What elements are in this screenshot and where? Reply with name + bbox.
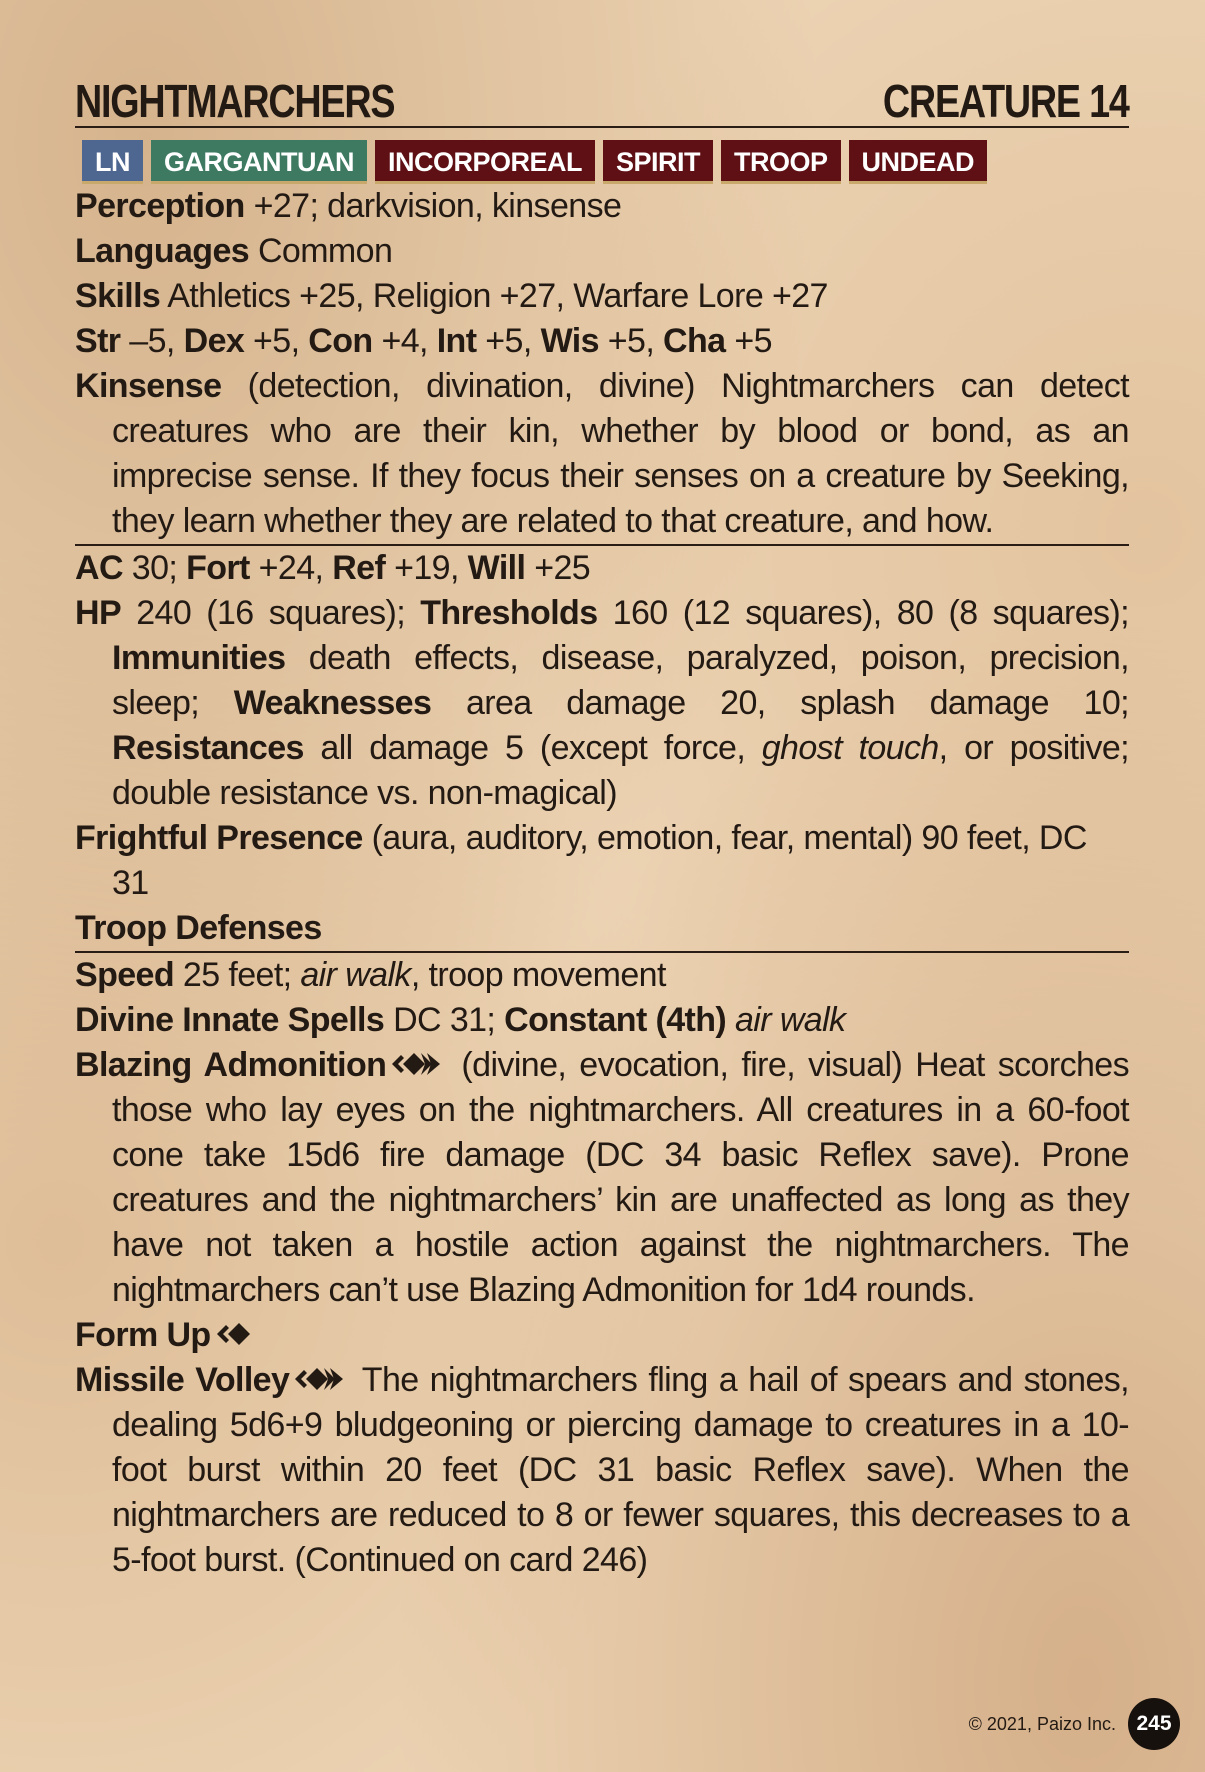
one-action-icon (215, 1319, 251, 1349)
perception-value: +27; darkvision, kinsense (244, 187, 622, 225)
skills-value: Athletics +25, Religion +27, Warfare Lore +27 (160, 277, 828, 315)
kinsense-ability (75, 364, 1129, 544)
wis-label: Wis (540, 322, 599, 360)
blazing-admonition-text: (divine, evocation, fire, visual) Heat scorches those who lay eyes on the nightmarchers. All creatures in a 60-foot cone take 15d6 fire damage (DC 34 basic Reflex save). Prone creatures and the nightmarchers’ kin are unaffected as long as they have not taken a hostile action against the nightmarchers. The nightmarchers can’t use Blazing Admonition for 1d4 rounds. (112, 1046, 1129, 1309)
troop-defenses-label: Troop Defenses (75, 909, 322, 947)
resistances-value: all damage 5 (except force, (303, 729, 762, 767)
speed-end: , troop movement (410, 956, 666, 994)
thresholds-label: Thresholds (420, 594, 598, 632)
immunities-value: death effects, disease, paralyzed, poison, precision, sleep; (112, 639, 1129, 722)
trait-spirit: SPIRIT (603, 140, 713, 184)
trait-size: GARGANTUAN (151, 140, 367, 184)
int-value: +5, (476, 322, 541, 360)
skills-label: Skills (75, 277, 161, 315)
creature-level: CREATURE 14 (883, 75, 1129, 127)
constant-label: Constant (4th) (504, 1001, 727, 1039)
spells-dc: DC 31; (384, 1001, 505, 1039)
languages-line (75, 229, 1129, 274)
con-value: +4, (372, 322, 437, 360)
copyright: © 2021, Paizo Inc. (968, 1713, 1116, 1734)
blazing-admonition-ability (75, 1043, 1129, 1313)
cha-label: Cha (663, 322, 726, 360)
speed-line (75, 953, 1129, 998)
ac-label: AC (75, 549, 123, 587)
speed-label: Speed (75, 956, 175, 994)
stat-block-header (75, 60, 1129, 128)
missile-volley-text: The nightmarchers fling a hail of spears and stones, dealing 5d6+9 bludgeoning or piercing damage to creatures in a 10-foot burst within 20 feet (DC 31 basic Reflex save). When the nightmarchers are reduced to 8 or fewer squares, this decreases to a 5-foot burst. (Continued on card 246) (112, 1361, 1129, 1579)
trait-alignment: LN (82, 140, 143, 184)
hp-line (75, 591, 1129, 816)
int-label: Int (436, 322, 477, 360)
thresholds-value: 160 (12 squares), 80 (8 squares); (597, 594, 1130, 632)
spells-label: Divine Innate Spells (75, 1001, 385, 1039)
will-value: +25 (525, 549, 591, 587)
speed-value: 25 feet; (174, 956, 301, 994)
will-label: Will (467, 549, 526, 587)
trait-list (82, 140, 1129, 184)
ref-value: +19, (385, 549, 468, 587)
frightful-presence-ability (75, 816, 1129, 906)
languages-label: Languages (75, 232, 250, 270)
blazing-admonition-label: Blazing Admonition (75, 1046, 387, 1084)
two-actions-icon (390, 1049, 442, 1079)
perception-line (75, 184, 1129, 229)
form-up-ability (75, 1313, 1129, 1358)
kinsense-label: Kinsense (75, 367, 222, 405)
resistances-label: Resistances (112, 729, 304, 767)
page-number: 245 (1128, 1698, 1180, 1750)
fort-value: +24, (249, 549, 333, 587)
dex-label: Dex (183, 322, 245, 360)
skills-line (75, 274, 1129, 319)
weaknesses-value: area damage 20, splash damage 10; (431, 684, 1129, 722)
two-actions-icon (293, 1364, 345, 1394)
ghost-touch-text: ghost touch (761, 729, 939, 767)
constant-spell: air walk (726, 1001, 846, 1039)
kinsense-text: (detection, divination, divine) Nightmarchers can detect creatures who are their kin, whether by blood or bond, as an imprecise sense. If they focus their senses on a creature by Seeking, they learn whether they are related to that creature, and how. (112, 367, 1129, 540)
ability-scores (75, 319, 1129, 364)
form-up-label: Form Up (75, 1316, 211, 1354)
immunities-label: Immunities (112, 639, 286, 677)
ref-label: Ref (332, 549, 386, 587)
weaknesses-label: Weaknesses (233, 684, 432, 722)
troop-defenses-ability (75, 906, 1129, 951)
wis-value: +5, (598, 322, 664, 360)
perception-label: Perception (75, 187, 245, 225)
page-footer (969, 1698, 1180, 1750)
fort-label: Fort (186, 549, 250, 587)
missile-volley-label: Missile Volley (75, 1361, 290, 1399)
resistances-end: , or positive; double resistance vs. non-magical) (112, 729, 1129, 812)
air-walk-text: air walk (300, 956, 411, 994)
hp-label: HP (75, 594, 122, 632)
trait-undead: UNDEAD (849, 140, 988, 184)
cha-value: +5 (725, 322, 772, 360)
trait-incorporeal: INCORPOREAL (375, 140, 595, 184)
stat-block (75, 60, 1129, 1583)
frightful-presence-text: (aura, auditory, emotion, fear, mental) 90 feet, DC 31 (112, 819, 1087, 902)
hp-value: 240 (16 squares); (121, 594, 421, 632)
con-label: Con (308, 322, 373, 360)
dex-value: +5, (244, 322, 309, 360)
creature-name: NIGHTMARCHERS (75, 75, 395, 127)
frightful-presence-label: Frightful Presence (75, 819, 363, 857)
trait-troop: TROOP (721, 140, 841, 184)
spells-line (75, 998, 1129, 1043)
ac-value: 30; (122, 549, 187, 587)
str-value: –5, (120, 322, 184, 360)
languages-value: Common (249, 232, 393, 270)
missile-volley-ability (75, 1358, 1129, 1583)
str-label: Str (75, 322, 121, 360)
defense-line (75, 546, 1129, 591)
